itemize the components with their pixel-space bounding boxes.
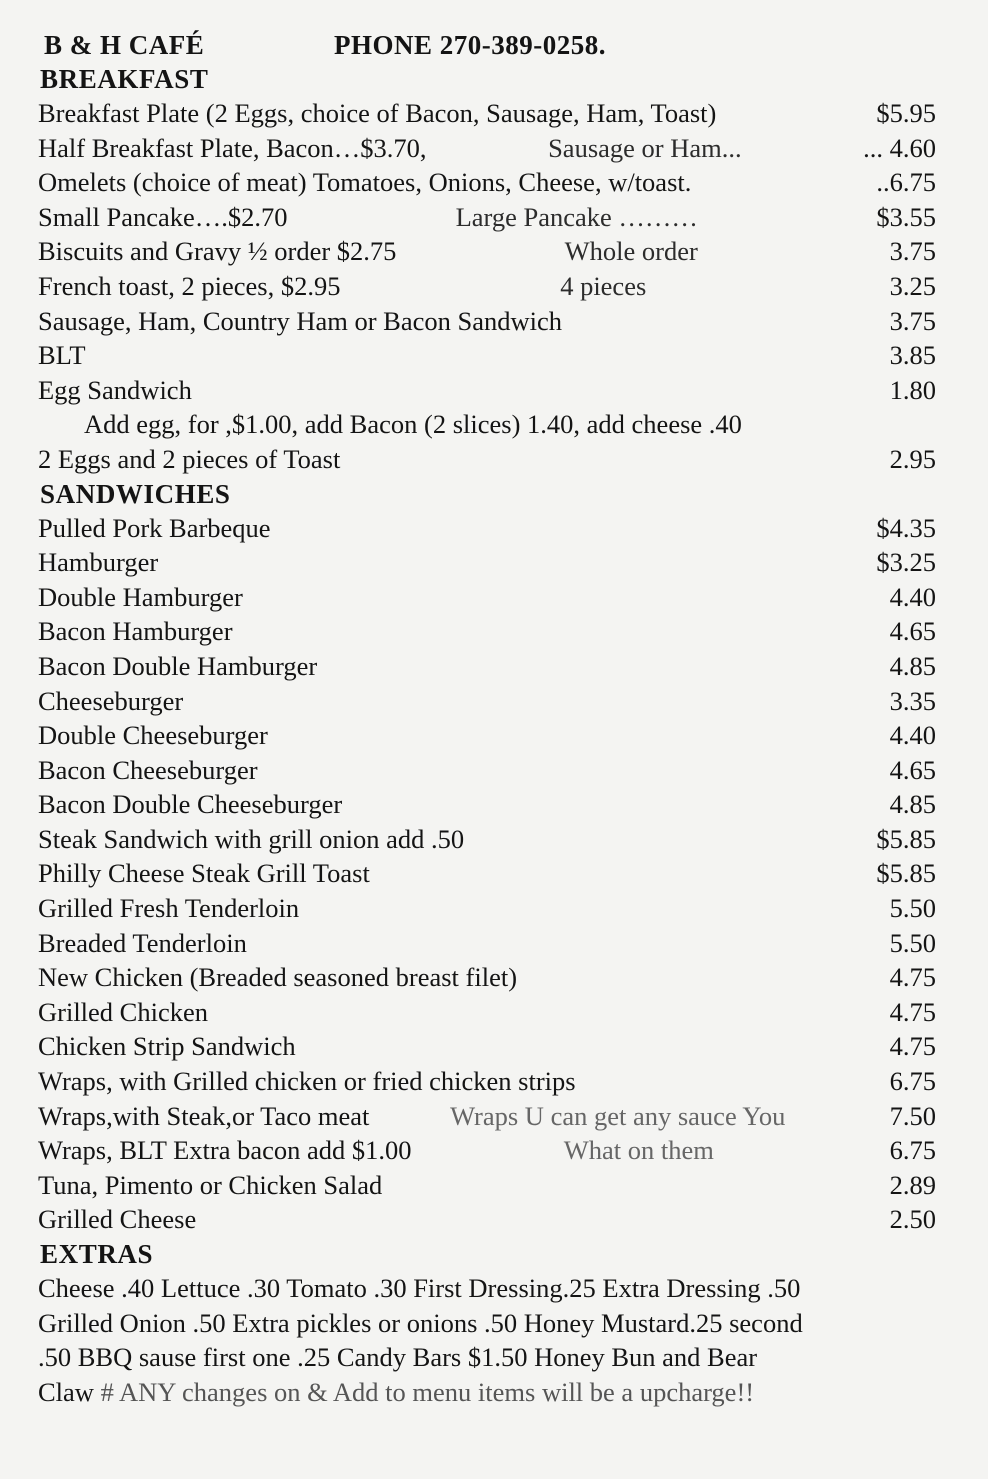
item-price: $5.85: [876, 823, 936, 854]
item-price: 3.25: [889, 270, 936, 301]
add-on-note: Add egg, for ,$1.00, add Bacon (2 slices) 1.40, add cheese .40: [84, 409, 742, 440]
menu-item: [38, 787, 936, 822]
item-price: $3.55: [876, 201, 936, 232]
item-name: Small Pancake….$2.70: [38, 201, 288, 232]
menu-item: [38, 753, 936, 788]
menu-item: [38, 1133, 936, 1168]
item-name: Breakfast Plate (2 Eggs, choice of Bacon, Sausage, Ham, Toast): [38, 98, 717, 128]
item-price: $5.85: [876, 858, 936, 889]
item-option: Wraps U can get any sauce You: [450, 1100, 786, 1131]
item-name: Grilled Cheese: [38, 1204, 197, 1235]
item-name: Breaded Tenderloin: [38, 927, 247, 958]
sandwiches-list: [38, 511, 936, 1237]
item-price: 5.50: [889, 893, 936, 924]
menu-item: [38, 684, 936, 719]
menu-item: [38, 442, 936, 477]
extras-word: Claw: [38, 1376, 94, 1407]
cafe-phone: PHONE 270-389-0258.: [334, 30, 606, 60]
item-name: Sausage, Ham, Country Ham or Bacon Sandwich: [38, 305, 563, 336]
item-name: Bacon Hamburger: [38, 616, 233, 647]
item-price: 4.65: [889, 754, 936, 785]
menu-item: [38, 891, 936, 926]
extras-line: Grilled Onion .50 Extra pickles or onions .50 Honey Mustard.25 second: [38, 1307, 803, 1338]
item-option: Whole order: [564, 236, 698, 267]
item-name: Bacon Double Cheeseburger: [38, 789, 343, 820]
item-price: 4.75: [889, 996, 936, 1027]
item-option: Sausage or Ham...: [548, 132, 742, 163]
item-name: Egg Sandwich: [38, 374, 192, 405]
menu-item: [38, 234, 936, 269]
item-name: Double Cheeseburger: [38, 720, 268, 751]
item-price: 4.85: [889, 650, 936, 681]
item-name: Wraps, BLT Extra bacon add $1.00: [38, 1135, 412, 1166]
item-name: Hamburger: [38, 547, 159, 578]
extras-line: [38, 1375, 936, 1410]
breakfast-list: [38, 96, 936, 477]
menu-item: [38, 614, 936, 649]
menu-item: [38, 856, 936, 891]
menu-item: [38, 545, 936, 580]
item-name: 2 Eggs and 2 pieces of Toast: [38, 443, 341, 474]
item-price: $4.35: [876, 512, 936, 543]
extras-heading: EXTRAS: [40, 1239, 154, 1269]
menu-item: [38, 960, 936, 995]
item-price: 4.75: [889, 962, 936, 993]
item-name: BLT: [38, 340, 86, 371]
menu-item: [38, 304, 936, 339]
item-name: Omelets (choice of meat) Tomatoes, Onions, Cheese, w/toast.: [38, 167, 692, 198]
menu-item: [38, 822, 936, 857]
menu-item: [38, 165, 936, 200]
item-name: Steak Sandwich with grill onion add .50: [38, 823, 465, 854]
item-price: 2.95: [889, 443, 936, 474]
item-name: New Chicken (Breaded seasoned breast filet): [38, 962, 518, 993]
item-price: ... 4.60: [863, 132, 936, 163]
item-price: 4.85: [889, 789, 936, 820]
breakfast-heading: BREAKFAST: [40, 64, 209, 94]
cafe-name: B & H CAFÉ: [44, 30, 205, 60]
item-price: 1.80: [889, 374, 936, 405]
item-name: French toast, 2 pieces, $2.95: [38, 270, 341, 301]
menu-item: [38, 649, 936, 684]
item-option: Large Pancake ………: [455, 201, 698, 232]
menu-item: [38, 131, 936, 166]
item-price: 4.40: [889, 581, 936, 612]
menu-item: [38, 1202, 936, 1237]
item-price: 4.75: [889, 1031, 936, 1062]
item-price: 3.85: [889, 340, 936, 371]
menu-item: [38, 1064, 936, 1099]
menu-item: [38, 995, 936, 1030]
item-option: What on them: [563, 1135, 714, 1166]
menu-item: [38, 511, 936, 546]
item-name: Chicken Strip Sandwich: [38, 1031, 296, 1062]
item-name: Bacon Double Hamburger: [38, 650, 318, 681]
item-price: 7.50: [889, 1100, 936, 1131]
item-price: 3.75: [889, 236, 936, 267]
item-name: Pulled Pork Barbeque: [38, 512, 271, 543]
item-price: 2.89: [889, 1169, 936, 1200]
item-price: 6.75: [889, 1135, 936, 1166]
menu-item: [38, 926, 936, 961]
extras-line: .50 BBQ sause first one .25 Candy Bars $1.50 Honey Bun and Bear: [38, 1342, 758, 1373]
menu-item: [38, 580, 936, 615]
extras-text: [38, 1271, 936, 1409]
item-price: $3.25: [876, 547, 936, 578]
item-option: 4 pieces: [560, 270, 647, 301]
menu-item: [38, 338, 936, 373]
menu-item: [38, 373, 936, 408]
item-name: Wraps,with Steak,or Taco meat: [38, 1100, 370, 1131]
menu-item: [38, 1168, 936, 1203]
item-price: 3.75: [889, 305, 936, 336]
menu-item: [38, 1029, 936, 1064]
item-price: 6.75: [889, 1066, 936, 1097]
item-price: 4.65: [889, 616, 936, 647]
item-name: Grilled Chicken: [38, 996, 208, 1027]
upcharge-note: # ANY changes on & Add to menu items will be a upcharge!!: [100, 1376, 755, 1407]
item-price: $5.95: [876, 98, 936, 128]
item-name: Bacon Cheeseburger: [38, 754, 258, 785]
item-price: ..6.75: [876, 167, 936, 198]
menu-header: [38, 28, 936, 62]
item-price: 4.40: [889, 720, 936, 751]
item-name: Half Breakfast Plate, Bacon…$3.70,: [38, 132, 427, 163]
item-name: Biscuits and Gravy ½ order $2.75: [38, 236, 397, 267]
menu-item: [38, 718, 936, 753]
item-price: 3.35: [889, 685, 936, 716]
item-name: Cheeseburger: [38, 685, 184, 716]
item-name: Philly Cheese Steak Grill Toast: [38, 858, 370, 889]
menu-item: [38, 200, 936, 235]
item-name: Double Hamburger: [38, 581, 243, 612]
extras-line: Cheese .40 Lettuce .30 Tomato .30 First Dressing.25 Extra Dressing .50: [38, 1273, 801, 1303]
item-price: 2.50: [889, 1204, 936, 1235]
menu-item: [38, 269, 936, 304]
sandwiches-heading: SANDWICHES: [40, 478, 231, 509]
menu-item: [38, 1099, 936, 1134]
item-price: 5.50: [889, 927, 936, 958]
item-name: Tuna, Pimento or Chicken Salad: [38, 1169, 383, 1200]
item-name: Wraps, with Grilled chicken or fried chicken strips: [38, 1066, 576, 1097]
menu-item: [38, 96, 936, 131]
item-name: Grilled Fresh Tenderloin: [38, 893, 300, 924]
